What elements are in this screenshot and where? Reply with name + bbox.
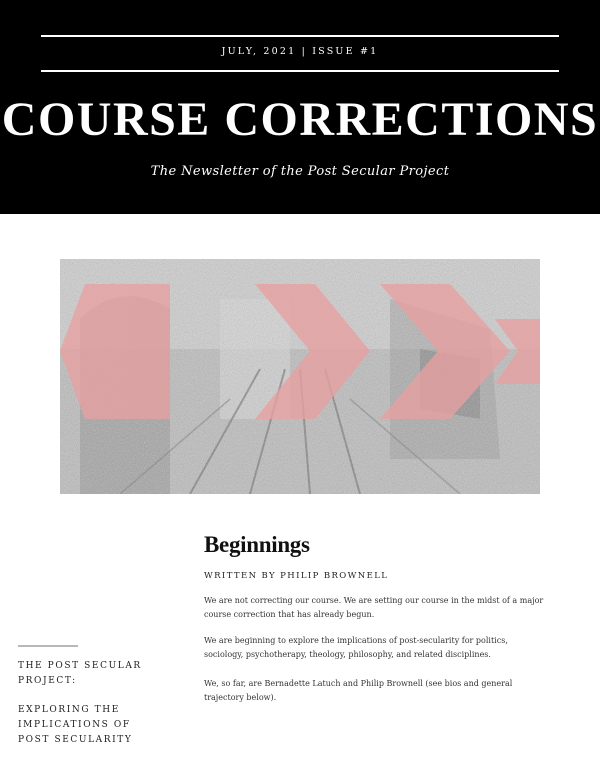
article-byline: WRITTEN BY PHILIP BROWNELL <box>204 571 389 581</box>
article-heading: Beginnings <box>204 532 310 557</box>
newsletter-title: COURSE CORRECTIONS <box>1 93 599 146</box>
article-paragraph-2: We are beginning to explore the implications of post-secularity for politics, sociology, psychotherapy, theology, philosophy, and related disciplines. <box>204 636 508 659</box>
article-paragraph-1: We are not correcting our course. We are setting our course in the midst of a major course correction that has already begun. <box>204 596 544 619</box>
railway-photo-icon <box>60 259 540 494</box>
article-paragraph-3: We, so far, are Bernadette Latuch and Philip Brownell (see bios and general trajectory below). <box>204 679 513 702</box>
hero-image <box>60 259 540 494</box>
masthead <box>0 0 600 214</box>
sidebar-project-label: THE POST SECULAR PROJECT: <box>18 661 142 686</box>
newsletter-subtitle: The Newsletter of the Post Secular Project <box>150 164 450 179</box>
sidebar-divider <box>18 645 78 647</box>
masthead-top-rule <box>41 35 559 37</box>
issue-dateline: JULY, 2021 | ISSUE #1 <box>221 46 379 57</box>
sidebar-project-tagline: EXPLORING THE IMPLICATIONS OF POST SECULARITY <box>18 705 133 745</box>
masthead-bottom-rule <box>41 70 559 72</box>
